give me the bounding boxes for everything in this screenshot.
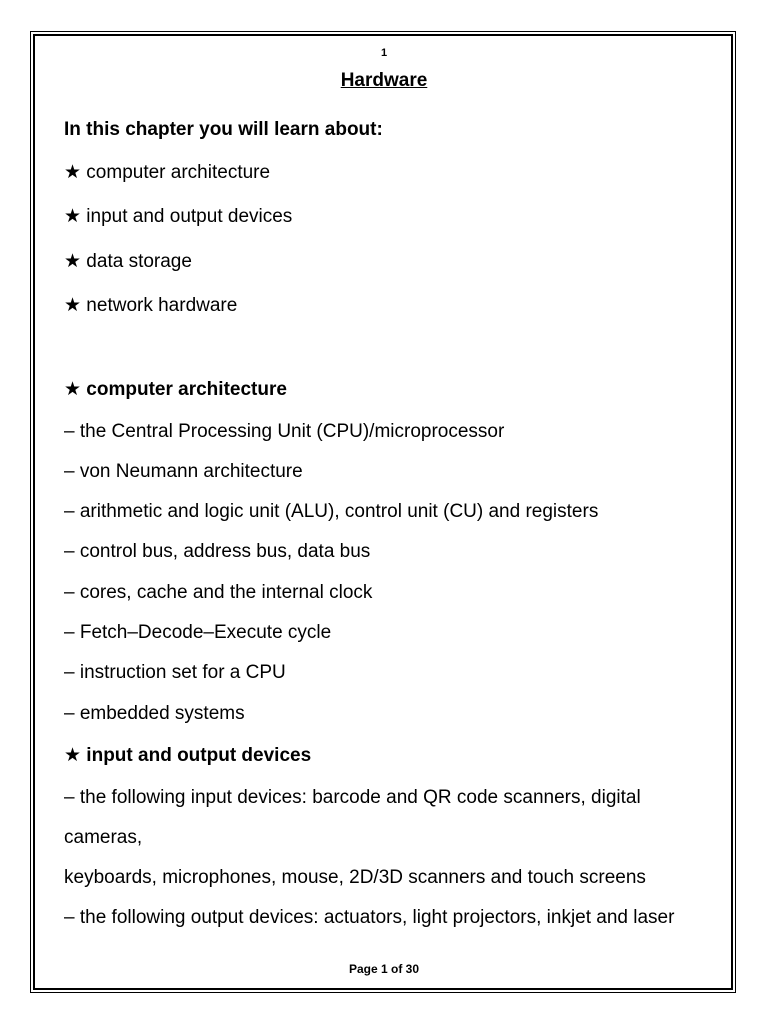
list-item: – the Central Processing Unit (CPU)/microprocessor bbox=[64, 421, 505, 442]
topic-item: ★ computer architecture bbox=[64, 162, 271, 183]
list-item: cameras, bbox=[64, 827, 143, 848]
list-item: – the following input devices: barcode and QR code scanners, digital bbox=[64, 787, 641, 808]
list-item: – control bus, address bus, data bus bbox=[64, 541, 371, 562]
list-item: – arithmetic and logic unit (ALU), control unit (CU) and registers bbox=[64, 501, 599, 522]
topic-item: ★ data storage bbox=[64, 251, 192, 272]
intro-heading: In this chapter you will learn about: bbox=[64, 119, 383, 140]
list-item: – the following output devices: actuators, light projectors, inkjet and laser bbox=[64, 907, 675, 928]
topic-item: ★ network hardware bbox=[64, 295, 238, 316]
page-footer: Page 1 of 30 bbox=[348, 962, 420, 976]
list-item: – cores, cache and the internal clock bbox=[64, 582, 373, 603]
page-number-top: 1 bbox=[380, 47, 388, 59]
list-item: keyboards, microphones, mouse, 2D/3D scanners and touch screens bbox=[64, 867, 646, 888]
list-item: – Fetch–Decode–Execute cycle bbox=[64, 622, 332, 643]
topic-item: ★ input and output devices bbox=[64, 206, 293, 227]
page-title: Hardware bbox=[340, 70, 428, 91]
list-item: – embedded systems bbox=[64, 703, 245, 724]
list-item: – von Neumann architecture bbox=[64, 461, 303, 482]
list-item: – instruction set for a CPU bbox=[64, 662, 286, 683]
section-heading: ★ input and output devices bbox=[64, 745, 312, 766]
section-heading: ★ computer architecture bbox=[64, 379, 287, 400]
